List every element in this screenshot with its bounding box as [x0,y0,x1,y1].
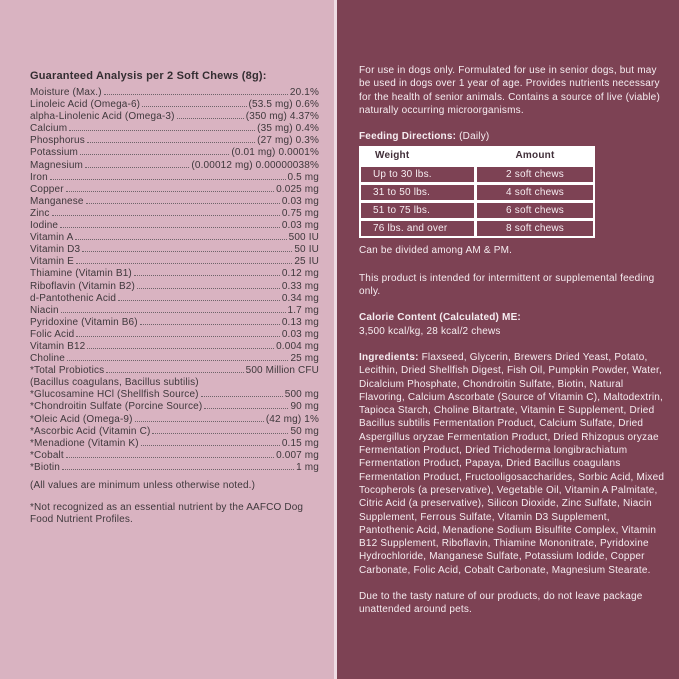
analysis-row-label: Pyridoxine (Vitamin B6) [30,316,138,328]
analysis-row-value: (0.00012 mg) 0.00000038% [191,159,319,171]
analysis-row-value: (53.5 mg) 0.6% [248,99,319,111]
feeding-table-weight-cell: 76 lbs. and over [361,221,474,236]
feeding-table-weight-cell: Up to 30 lbs. [361,167,474,182]
feeding-table-header-row [361,148,593,164]
analysis-row [30,450,319,462]
guaranteed-analysis-panel [0,0,337,679]
feeding-table-header-amount: Amount [515,150,555,162]
feeding-table-weight-cell: 31 to 50 lbs. [361,185,474,200]
analysis-row-value: (0.01 mg) 0.0001% [231,147,319,159]
dot-leader [137,288,280,289]
feeding-directions-heading [359,130,665,143]
analysis-row [30,147,319,159]
analysis-row-label: Riboflavin (Vitamin B2) [30,280,135,292]
analysis-row-value: 50 IU [294,244,319,256]
analysis-row-label: Magnesium [30,159,84,171]
feeding-table-amount-cell: 4 soft chews [477,185,593,200]
analysis-row-label: *Oleic Acid (Omega-9) [30,413,133,425]
analysis-row [30,244,319,256]
analysis-row [30,208,319,220]
analysis-row [30,401,319,413]
dot-leader [50,179,286,180]
minimum-values-note: (All values are minimum unless otherwise noted.) [30,480,256,491]
intermittent-note: This product is intended for intermittent or supplemental feeding only. [359,272,655,298]
analysis-row [30,329,319,341]
feeding-table-amount-cell: 6 soft chews [477,203,593,218]
analysis-row-value: (350 mg) 4.37% [245,111,319,123]
dot-leader [66,457,274,458]
analysis-row-label: alpha-Linolenic Acid (Omega-3) [30,111,175,123]
analysis-row [30,365,319,377]
intro-paragraph: For use in dogs only. Formulated for use in senior dogs, but may be used in dogs over 1 year of age. Provides nutrients necessary for the health of senior animals. Contains a source of live (viable) naturally occurring microorganisms. [359,65,660,116]
analysis-row-label: Phosphorus [30,135,85,147]
analysis-row [30,281,319,293]
feeding-directions-sublabel: (Daily) [459,131,490,143]
dot-leader [201,396,283,397]
dot-leader [75,239,286,240]
calorie-content-value: 3,500 kcal/kg, 28 kcal/2 chews [359,325,501,337]
analysis-row-value: 0.03 mg [281,220,319,232]
analysis-row-value: 90 mg [290,401,319,413]
analysis-row-value: 0.33 mg [281,280,319,292]
analysis-row-value: (27 mg) 0.3% [257,135,319,147]
analysis-row-label: Calcium [30,123,68,135]
analysis-row-value: 0.13 mg [281,316,319,328]
analysis-row [30,268,319,280]
ingredients-text: Flaxseed, Glycerin, Brewers Dried Yeast, Potato, Lecithin, Dried Shellfish Digest, Fish Oil, Pumpkin Powder, Water, Dicalcium Phosphate, Chondroitin Sulfate, Biotin, Natural Flavoring, Calcium Ascorbate (Source of Vitamin C), Maltodextrin, Tapioca Starch, Choline Bitartrate, Vitamin E Supplement, Dried Bacillus subtilis Fermentation Product, Calcium Sulfate, Dried Aspergillus oryzae Fermentation Product, Dried Rhizopus oryzae Fermentation Product, Dried Trichoderma longibrachiatum Fermentation Product, Papaya, Dried Bacillus coagulans Fermentation Product, Fructooligosaccharides, Sorbic Acid, Mixed Tocopherols (a preservative), Vegetable Oil, Vitamin A Palmitate, Citric Acid (a preservative), Silicon Dioxide, Zinc Sulfate, Niacin Supplement, Ferrous Sulfate, Vitamin D3 Supplement, Pantothenic Acid, Menadione Sodium Bisulfite Complex, Vitamin B12 Supplement, Riboflavin, Thiamine Mononitrate, Pyridoxine Hydrochloride, Manganese Sulfate, Potassium Iodide, Copper Carbonate, Folic Acid, Cobalt Carbonate, Magnesium Stearate. [359,351,665,576]
analysis-row-value: 0.03 mg [281,328,319,340]
analysis-row-label: *Total Probiotics [30,365,105,377]
analysis-row-value: 1.7 mg [287,304,319,316]
dot-leader [66,191,274,192]
analysis-row [30,317,319,329]
dot-leader [134,275,280,276]
analysis-row-value: 20.1% [289,87,319,98]
analysis-row-label: Niacin [30,304,59,316]
feeding-table-header-weight: Weight [375,150,410,162]
analysis-row-label: *Chondroitin Sulfate (Porcine Source) [30,401,203,413]
feeding-table-weight-cell: 51 to 75 lbs. [361,203,474,218]
dot-leader [82,251,292,252]
analysis-row [30,414,319,426]
analysis-row-label: Copper [30,183,64,195]
analysis-row-value: (42 mg) 1% [265,413,319,425]
feeding-table-body [361,167,593,236]
analysis-row-label: Vitamin D3 [30,244,81,256]
dot-leader [69,130,255,131]
analysis-row-value: (35 mg) 0.4% [257,123,319,135]
analysis-row [30,220,319,232]
guaranteed-analysis-title: Guaranteed Analysis per 2 Soft Chews (8g): [30,70,267,82]
dot-leader [52,215,280,216]
dot-leader [118,300,280,301]
analysis-row-label: Choline [30,353,65,365]
analysis-row [30,184,319,196]
analysis-row [30,135,319,147]
dot-leader [177,118,244,119]
analysis-row-value: 50 mg [290,425,319,437]
analysis-row-value: 25 IU [294,256,319,268]
analysis-row-label: *Glucosamine HCl (Shellfish Source) [30,389,199,401]
dot-leader [135,421,264,422]
analysis-row-value: 0.12 mg [281,268,319,280]
analysis-row [30,305,319,317]
analysis-row-value: 1 mg [296,461,319,473]
feeding-table-row [361,203,593,218]
dot-leader [87,348,274,349]
feeding-directions-label: Feeding Directions: [359,131,457,143]
feeding-table-row [361,167,593,182]
analysis-row [30,389,319,401]
dot-leader [85,167,189,168]
analysis-row [30,377,319,389]
analysis-row-label: Manganese [30,195,84,207]
dot-leader [87,142,255,143]
dot-leader [104,94,288,95]
analysis-row-value: 500 IU [288,232,319,244]
analysis-row [30,353,319,365]
analysis-row [30,123,319,135]
dot-leader [76,263,292,264]
dot-leader [86,203,280,204]
analysis-row [30,172,319,184]
analysis-row [30,232,319,244]
analysis-row-value: 25 mg [290,353,319,365]
analysis-row [30,87,319,99]
feeding-table-row [361,221,593,236]
analysis-row-label: *Cobalt [30,449,64,461]
analysis-row-label: Potassium [30,147,79,159]
dot-leader [60,227,280,228]
analysis-row-label: Thiamine (Vitamin B1) [30,268,132,280]
tasty-warning: Due to the tasty nature of our products, do not leave package unattended around pets. [359,591,643,616]
ingredients-paragraph [359,351,665,577]
analysis-row-label: Linoleic Acid (Omega-6) [30,99,141,111]
feeding-table-amount-cell: 2 soft chews [477,167,593,182]
dot-leader [141,445,280,446]
feeding-table [359,146,595,238]
analysis-row [30,256,319,268]
analysis-row [30,426,319,438]
analysis-row-value: 0.34 mg [281,292,319,304]
analysis-row-label: Iron [30,171,48,183]
analysis-row-label: Vitamin B12 [30,340,86,352]
aafco-footnote: *Not recognized as an essential nutrient by the AAFCO Dog Food Nutrient Profiles. [30,501,304,525]
feeding-table-row [361,185,593,200]
calorie-content-label: Calorie Content (Calculated) ME: [359,312,521,324]
analysis-row-label: d-Pantothenic Acid [30,292,117,304]
analysis-row-label: *Biotin [30,461,60,473]
analysis-row-label: *Menadione (Vitamin K) [30,437,139,449]
analysis-row [30,293,319,305]
analysis-row-value: 0.03 mg [281,195,319,207]
ingredients-label: Ingredients: [359,351,419,363]
analysis-row [30,160,319,172]
analysis-row-value: 500 mg [284,389,319,401]
dot-leader [62,469,294,470]
guaranteed-analysis-list [30,87,319,474]
analysis-row-value: 0.75 mg [281,207,319,219]
analysis-row [30,438,319,450]
analysis-row-value: 0.025 mg [276,183,319,195]
analysis-row-label: Iodine [30,220,59,232]
analysis-row-value: 0.004 mg [276,340,319,352]
analysis-row-value: 0.5 mg [287,171,319,183]
dot-leader [152,433,288,434]
dot-leader [142,106,246,107]
analysis-row [30,462,319,474]
analysis-row [30,341,319,353]
analysis-row-value: 0.007 mg [276,449,319,461]
analysis-row-label: Zinc [30,207,50,219]
analysis-row-label: Folic Acid [30,328,75,340]
analysis-row-label: *Ascorbic Acid (Vitamin C) [30,425,151,437]
dot-leader [80,154,229,155]
analysis-row-value: 500 Million CFU [245,365,319,377]
dot-leader [61,312,286,313]
dot-leader [204,408,288,409]
dot-leader [67,360,288,361]
analysis-row [30,111,319,123]
calorie-content [359,311,665,338]
analysis-row [30,99,319,111]
analysis-row-label: Moisture (Max.) [30,87,102,98]
feeding-table-amount-cell: 8 soft chews [477,221,593,236]
analysis-row [30,196,319,208]
usage-panel [340,0,679,679]
analysis-row-value: 0.15 mg [281,437,319,449]
dot-leader [106,372,243,373]
divide-note: Can be divided among AM & PM. [359,245,513,257]
dot-leader [140,324,280,325]
dot-leader [76,336,280,337]
analysis-row-label: Vitamin A [30,232,74,244]
analysis-row-label: Vitamin E [30,256,74,268]
analysis-row-label: (Bacillus coagulans, Bacillus subtilis) [30,377,199,389]
